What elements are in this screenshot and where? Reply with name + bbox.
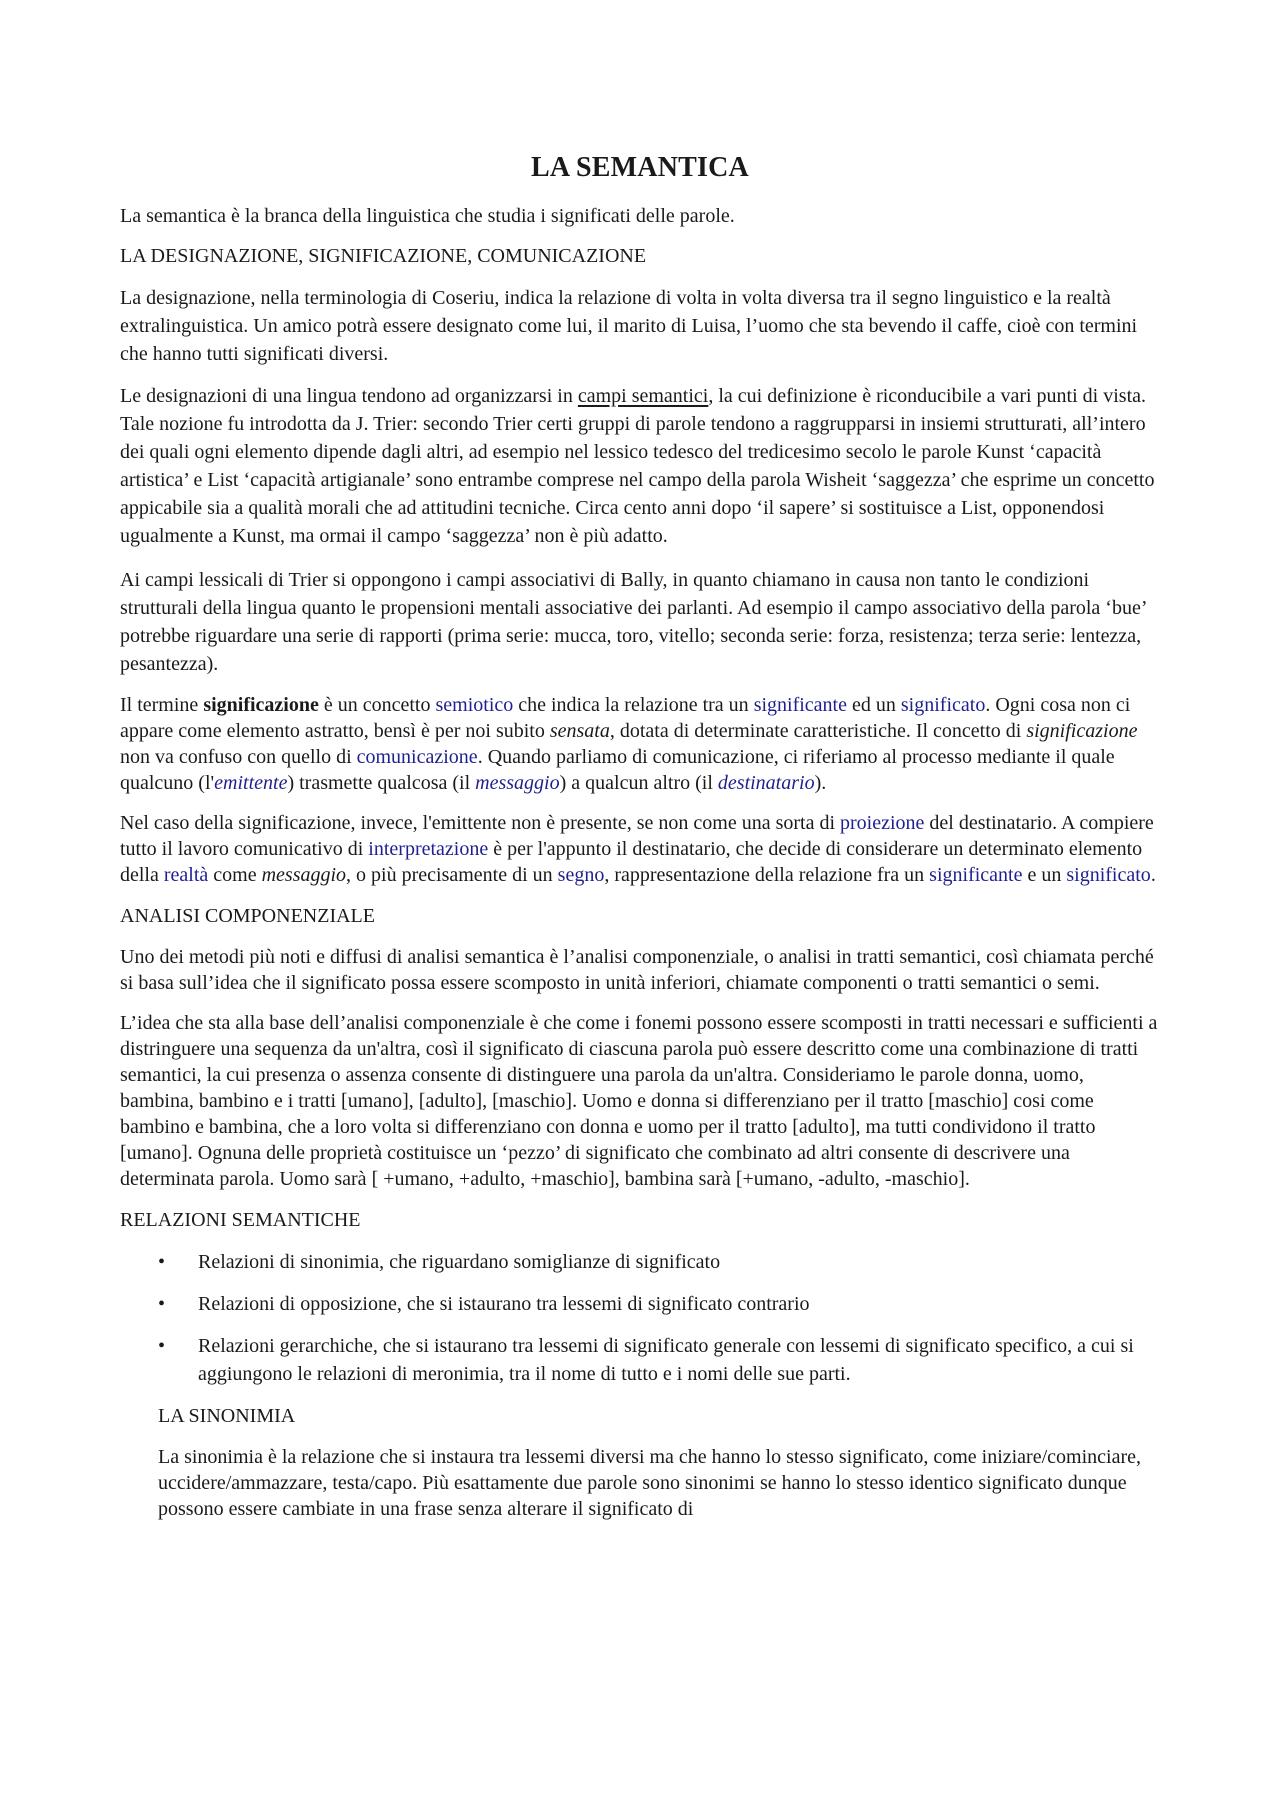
- list-item: [120, 1332, 1160, 1388]
- significante-link-2[interactable]: significante: [929, 864, 1023, 886]
- text-span: è un concetto: [318, 694, 436, 716]
- bullet-icon: •: [158, 1335, 166, 1357]
- text-span: ).: [814, 772, 827, 794]
- interpretazione-link[interactable]: interpretazione: [368, 838, 489, 860]
- text-span: del destinatario. A compiere tutto il lavoro comunicativo di: [120, 812, 1154, 860]
- messaggio-link[interactable]: messaggio: [475, 772, 560, 794]
- section-heading-designazione: LA DESIGNAZIONE, SIGNIFICAZIONE, COMUNICAZIONE: [120, 245, 647, 267]
- text-span: , la cui definizione è riconducibile a vari punti di vista. Tale nozione fu introdotta da J. Trier: secondo Trier certi gruppi di parole tendono a raggrupparsi in insiemi strutturati, all’intero dei quali ogni elemento dipende dagli altri, ad esempio nel lessico tedesco del tredicesimo secolo le parole Kunst ‘capacità artistica’ e List ‘capacità artigianale’ sono entrambe comprese nel campo della parola Wisheit ‘saggezza’ che esprime un concetto appicabile sia a qualità morali che ad attitudini tecniche. Circa cento anni dopo ‘il sapere’ si sostituisce a List, opponendosi ugualmente a Kunst, ma ormai il campo ‘saggezza’ non è più adatto.: [120, 385, 1155, 547]
- text-span: . Ogni cosa non ci appare come elemento astratto, bensì è per noi subito: [120, 694, 1131, 742]
- significato-link[interactable]: significato: [900, 694, 986, 716]
- text-span: come: [208, 864, 262, 886]
- text-span: non va confuso con quello di: [120, 746, 357, 768]
- paragraph-analisi-2: L’idea che sta alla base dell’analisi componenziale è che come i fonemi possono essere scomposti in tratti necessari e sufficienti a distringuere una sequenza da un'altra, così il significato di ciascuna parola può essere descritto come una combinazione di tratti semantici, la cui presenza o assenza consente di distinguere una parola da un'altra. Consideriamo le parole donna, uomo, bambina, bambino e i tratti [umano], [adulto], [maschio]. Uomo e donna si differenziano per il tratto [maschio] cosi come bambino e bambina, che a loro volta si differenziano con donna e uomo per il tratto [adulto], ma tutti condividono il tratto [umano]. Ognuna delle proprietà costituisce un ‘pezzo’ di significato che combinato ad altri consente di descrivere una determinata parola. Uomo sarà [ +umano, +adulto, +maschio], bambina sarà [+umano, -adulto, -maschio].: [120, 1012, 1158, 1190]
- text-span: Nel caso della significazione, invece, l'emittente non è presente, se non come una sorta di: [120, 812, 841, 834]
- page-title: LA SEMANTICA: [531, 152, 749, 183]
- list-item-text: Relazioni gerarchiche, che si istaurano tra lessemi di significato generale con lessemi di significato specifico, a cui si aggiungono le relazioni di meronimia, tra il nome di tutto e i nomi delle sue parti.: [198, 1335, 1134, 1385]
- emittente-link[interactable]: emittente: [214, 772, 288, 794]
- section-heading-analisi: ANALISI COMPONENZIALE: [120, 905, 375, 927]
- bullet-icon: •: [158, 1293, 166, 1315]
- text-span: .: [1150, 864, 1156, 886]
- paragraph-interpretazione: [120, 810, 1160, 888]
- paragraph-sinonimia: La sinonimia è la relazione che si instaura tra lessemi diversi ma che hanno lo stesso significato, come iniziare/cominciare, uccidere/ammazzare, testa/capo. Più esattamente due parole sono sinonimi se hanno lo stesso identico significato dunque possono essere cambiate in una frase senza alterare il significato di: [158, 1446, 1141, 1520]
- text-span: Il termine: [120, 694, 204, 716]
- list-item: [120, 1248, 1160, 1276]
- paragraph-campi-semantici: [120, 382, 1160, 550]
- paragraph-campi-associativi: Ai campi lessicali di Trier si oppongono i campi associativi di Bally, in quanto chiamano in causa non tanto le condizioni strutturali della lingua quanto le propensioni mentali associative dei parlanti. Ad esempio il campo associativo della parola ‘bue’ potrebbe riguardare una serie di rapporti (prima serie: mucca, toro, vitello; seconda serie: forza, resistenza; terza serie: lentezza, pesantezza).: [120, 569, 1146, 675]
- campi-semantici-link[interactable]: campi semantici: [577, 385, 709, 407]
- significato-link-2[interactable]: significato: [1066, 864, 1151, 886]
- semiotico-link[interactable]: semiotico: [435, 694, 514, 716]
- text-span: è per l'appunto il destinatario, che decide di considerare un determinato elemento della: [120, 838, 1143, 886]
- italic-term: significazione: [1026, 720, 1138, 742]
- significante-link[interactable]: significante: [753, 694, 847, 716]
- destinatario-link[interactable]: destinatario: [717, 772, 815, 794]
- text-span: ) trasmette qualcosa (il: [287, 772, 476, 794]
- text-span: , dotata di determinate caratteristiche. Il concetto di: [609, 720, 1027, 742]
- bullet-icon: •: [158, 1251, 166, 1273]
- intro-paragraph: La semantica è la branca della linguistica che studia i significati delle parole.: [120, 205, 735, 227]
- document-body: [120, 150, 1160, 1536]
- italic-term: messaggio: [261, 864, 347, 886]
- text-span: . Quando parliamo di comunicazione, ci riferiamo al processo mediante il quale qualcuno (l': [120, 746, 1115, 794]
- italic-term: sensata: [549, 720, 610, 742]
- bold-term: significazione: [203, 694, 319, 716]
- text-span: e un: [1022, 864, 1067, 886]
- list-item-text: Relazioni di sinonimia, che riguardano somiglianze di significato: [198, 1251, 721, 1273]
- paragraph-analisi-1: Uno dei metodi più noti e diffusi di analisi semantica è l’analisi componenziale, o analisi in tratti semantici, così chiamata perché si basa sull’idea che il significato possa essere scomposto in unità inferiori, chiamate componenti o tratti semantici o semi.: [120, 946, 1154, 994]
- list-item: [120, 1290, 1160, 1318]
- text-span: , o più precisamente di un: [346, 864, 558, 886]
- section-heading-relazioni: RELAZIONI SEMANTICHE: [120, 1209, 361, 1231]
- proiezione-link[interactable]: proiezione: [840, 812, 925, 834]
- list-item-text: Relazioni di opposizione, che si istaurano tra lessemi di significato contrario: [198, 1293, 810, 1315]
- text-span: , rappresentazione della relazione fra un: [604, 864, 930, 886]
- text-span: che indica la relazione tra un: [513, 694, 754, 716]
- realta-link[interactable]: realtà: [163, 864, 209, 886]
- text-span: ) a qualcun altro (il: [559, 772, 718, 794]
- comunicazione-link[interactable]: comunicazione: [356, 746, 478, 768]
- paragraph-designazione: La designazione, nella terminologia di Coseriu, indica la relazione di volta in volta diversa tra il segno linguistico e la realtà extralinguistica. Un amico potrà essere designato come lui, il marito di Luisa, l’uomo che sta bevendo il caffe, cioè con termini che hanno tutti significati diversi.: [120, 287, 1138, 365]
- text-span: Le designazioni di una lingua tendono ad organizzarsi in: [120, 385, 578, 407]
- relations-list: [120, 1248, 1160, 1388]
- paragraph-significazione: [120, 692, 1160, 796]
- section-heading-sinonimia: LA SINONIMIA: [158, 1405, 296, 1427]
- text-span: ed un: [847, 694, 901, 716]
- segno-link[interactable]: segno: [557, 864, 605, 886]
